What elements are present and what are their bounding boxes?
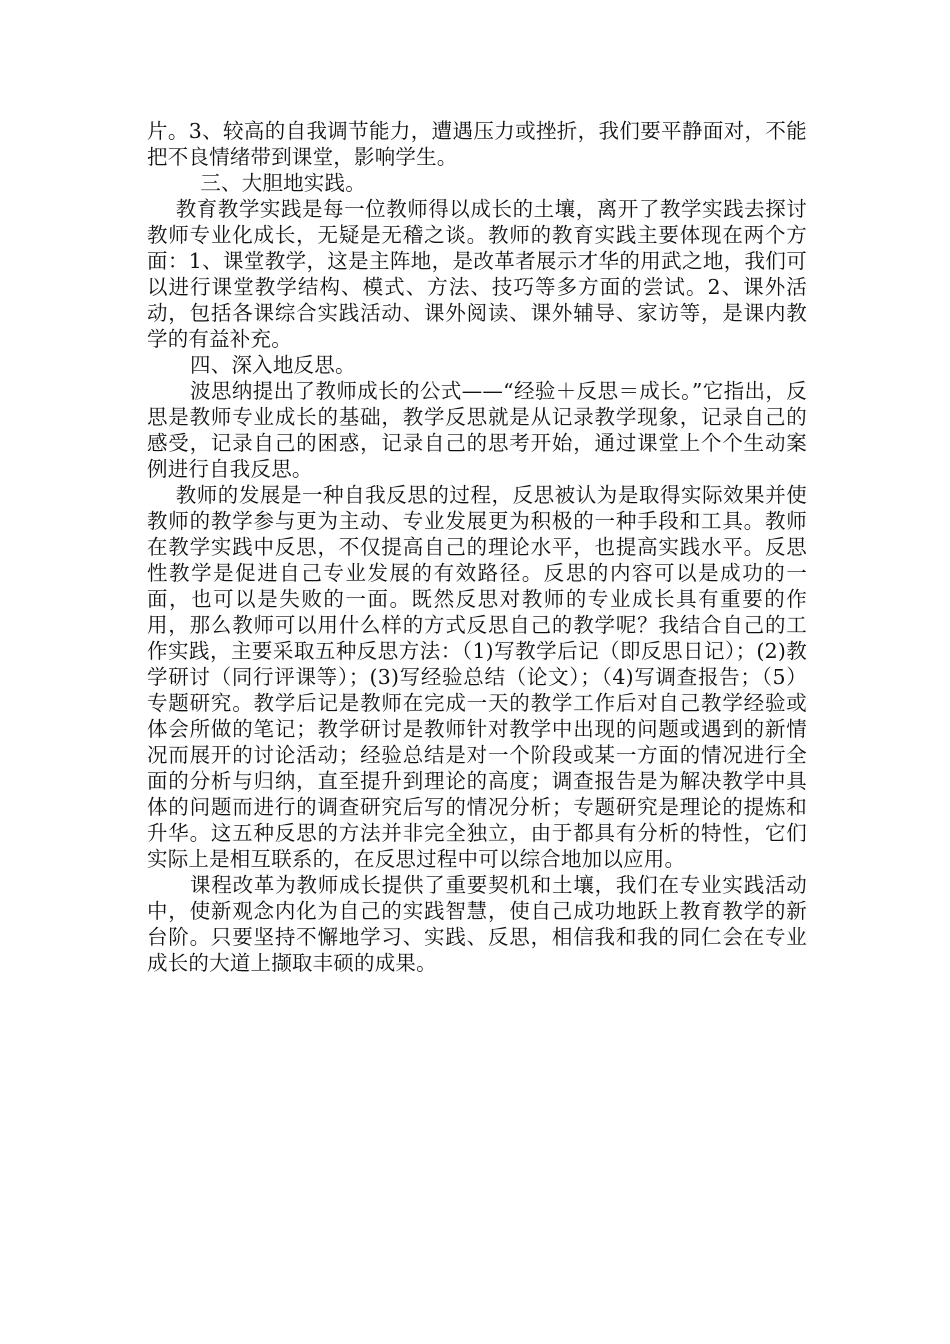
paragraph-conclusion: 课程改革为教师成长提供了重要契机和土壤，我们在专业实践活动中，使新观念内化为自己的实践智慧，使自己成功地跃上教育教学的新台阶。只要坚持不懈地学习、实践、反思，相信我和我的同仁会在专业成长的大道上撷取丰硕的成果。 xyxy=(147,873,807,975)
paragraph-self-regulation: 片。3、较高的自我调节能力，遭遇压力或挫折，我们要平静面对，不能把不良情绪带到课堂，影响学生。 xyxy=(147,119,807,169)
section-heading-reflection: 四、深入地反思。 xyxy=(190,353,356,377)
paragraph-reflection-methods: 教师的发展是一种自我反思的过程，反思被认为是取得实际效果并使教师的教学参与更为主动、专业发展更为积极的一种手段和工具。教师在教学实践中反思，不仅提高自己的理论水平，也提高实践水平。反思性教学是促进自己专业发展的有效路径。反思的内容可以是成功的一面，也可以是失败的一面。既然反思对教师的专业成长具有重要的作用，那么教师可以用什么样的方式反思自己的教学呢？我结合自己的工作实践，主要采取五种反思方法：（1)写教学后记（即反思日记）；(2)教学研讨（同行评课等）；(3)写经验总结（论文）；（4)写调查报告；（5）专题研究。教学后记是教师在完成一天的教学工作后对自己教学经验或体会所做的笔记；教学研讨是教师针对教学中出现的问题或遇到的新情况而展开的讨论活动；经验总结是对一个阶段或某一方面的情况进行全面的分析与归纳，直至提升到理论的高度；调查报告是为解决教学中具体的问题而进行的调查研究后写的情况分析；专题研究是理论的提炼和升华。这五种反思的方法并非完全独立，由于都具有分析的特性，它们实际上是相互联系的，在反思过程中可以综合地加以应用。 xyxy=(147,483,807,871)
section-heading-practice: 三、大胆地实践。 xyxy=(200,171,366,195)
paragraph-posner-formula: 波思纳提出了教师成长的公式——“经验＋反思＝成长。”它指出，反思是教师专业成长的基础，教学反思就是从记录教学现象，记录自己的感受，记录自己的困惑，记录自己的思考开始，通过课堂上个个生动案例进行自我反思。 xyxy=(147,379,807,481)
document-body xyxy=(147,118,807,976)
paragraph-practice: 教育教学实践是每一位教师得以成长的土壤，离开了教学实践去探讨教师专业化成长，无疑是无稽之谈。教师的教育实践主要体现在两个方面：1、课堂教学，这是主阵地，是改革者展示才华的用武之地，我们可以进行课堂教学结构、模式、方法、技巧等多方面的尝试。2、课外活动，包括各课综合实践活动、课外阅读、课外辅导、家访等，是课内教学的有益补充。 xyxy=(147,197,807,351)
